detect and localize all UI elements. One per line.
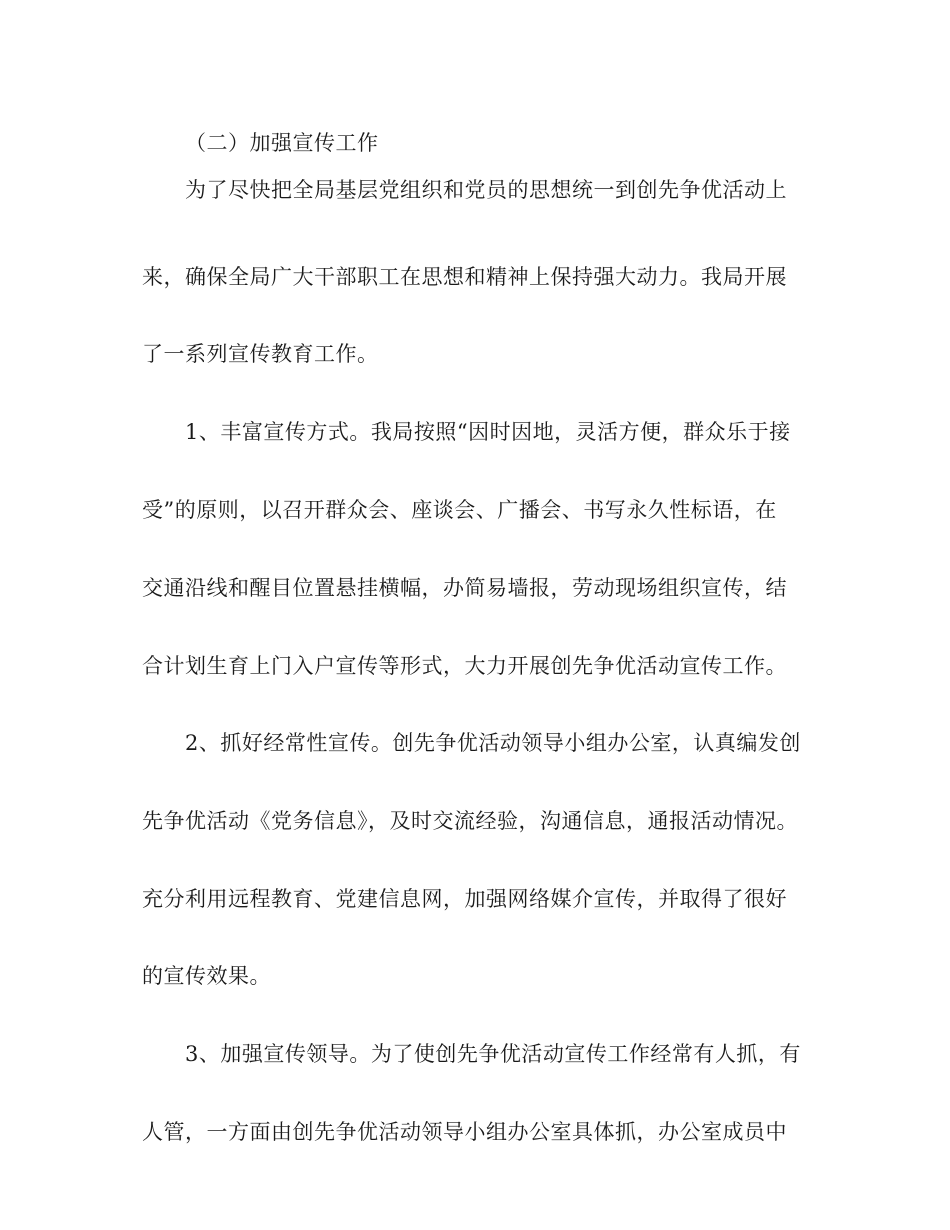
paragraph-line: 了一系列宣传教育工作。	[142, 342, 379, 366]
paragraph-line: 的宣传效果。	[142, 964, 271, 988]
paragraph-line: 人管，一方面由创先争优活动领导小组办公室具体抓，办公室成员中	[142, 1120, 787, 1144]
paragraph-line: 来，确保全局广大干部职工在思想和精神上保持强大动力。我局开展	[142, 265, 787, 289]
paragraph-line: 充分利用远程教育、党建信息网，加强网络媒介宣传，并取得了很好	[142, 887, 787, 911]
paragraph-line: 为了尽快把全局基层党组织和党员的思想统一到创先争优活动上	[185, 178, 787, 202]
paragraph-line: 3、加强宣传领导。为了使创先争优活动宣传工作经常有人抓，有	[185, 1042, 801, 1066]
paragraph-line: 合计划生育上门入户宣传等形式，大力开展创先争优活动宣传工作。	[142, 654, 787, 678]
paragraph-line: 受”的原则，以召开群众会、座谈会、广播会、书写永久性标语，在	[142, 498, 777, 522]
paragraph-line: 2、抓好经常性宣传。创先争优活动领导小组办公室，认真编发创	[185, 731, 801, 755]
section-heading: （二）加强宣传工作	[185, 131, 379, 155]
paragraph-line: 先争优活动《党务信息》，及时交流经验，沟通信息，通报活动情况。	[142, 809, 798, 833]
paragraph-line: 1、丰富宣传方式。我局按照“因时因地，灵活方便，群众乐于接	[185, 420, 791, 444]
paragraph-line: 交通沿线和醒目位置悬挂横幅，办简易墙报，劳动现场组织宣传，结	[142, 576, 787, 600]
